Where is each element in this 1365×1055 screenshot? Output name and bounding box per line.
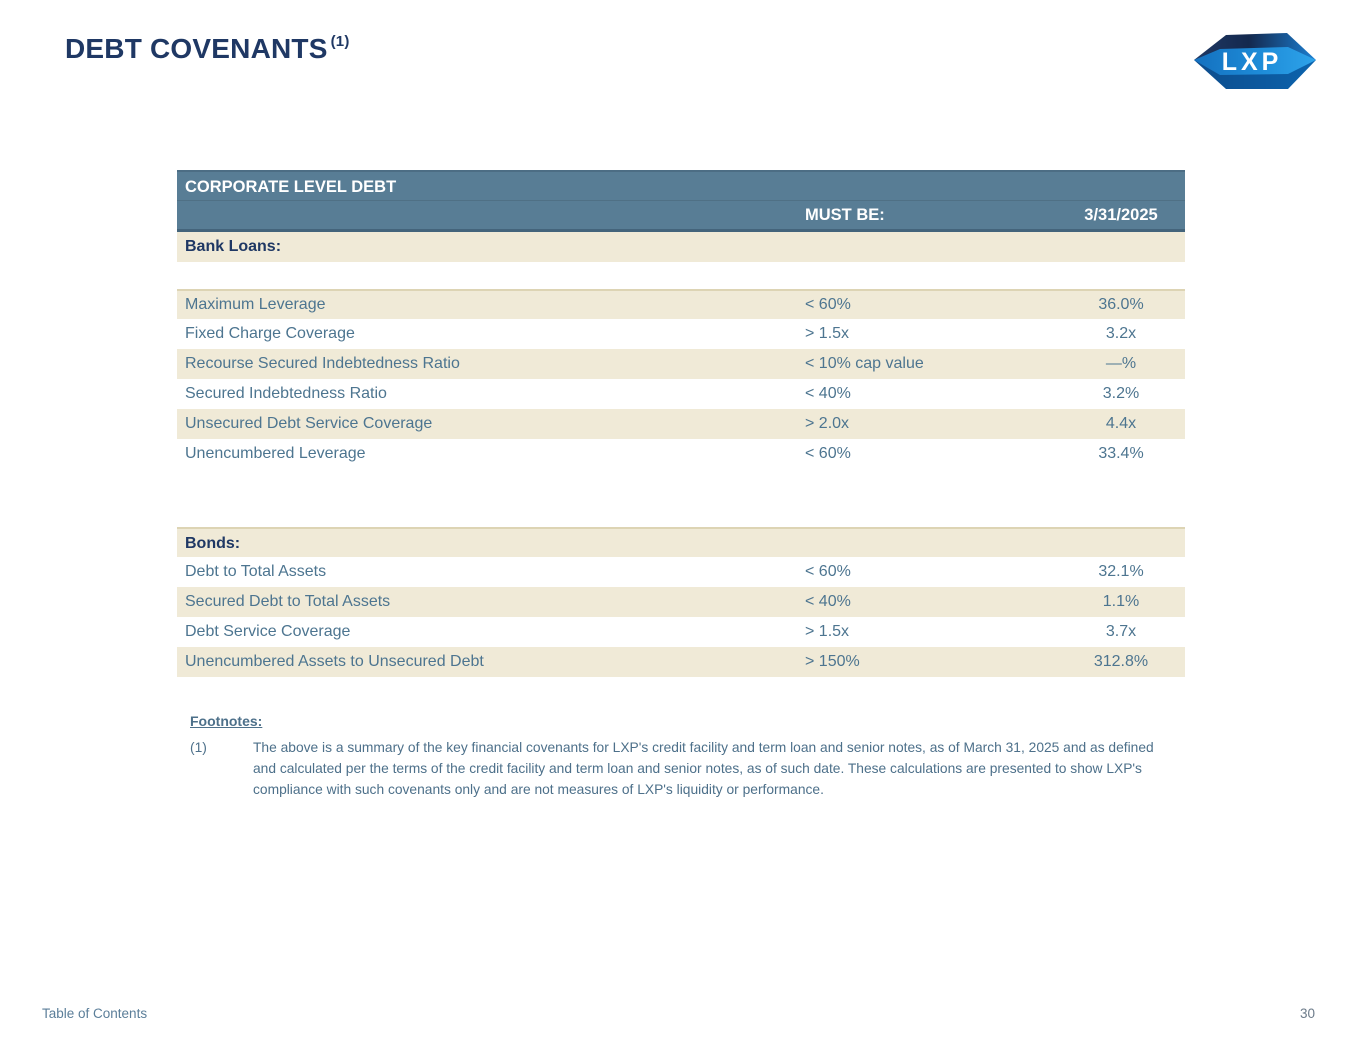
page-number: 30 <box>1299 1006 1315 1021</box>
table-row <box>177 587 1185 617</box>
table-row <box>177 439 1185 469</box>
covenant-value: 36.0% <box>1098 296 1144 313</box>
table-row <box>177 647 1185 677</box>
covenant-threshold: < 10% cap value <box>805 355 924 372</box>
covenant-label: Fixed Charge Coverage <box>185 325 355 342</box>
footnotes <box>190 713 1182 800</box>
covenant-threshold: > 150% <box>805 653 860 670</box>
table-row <box>177 379 1185 409</box>
covenant-value: 4.4x <box>1105 415 1137 432</box>
covenant-threshold: < 60% <box>805 296 851 313</box>
title-footnote-reference: (1) <box>330 32 350 50</box>
footnote-number: (1) <box>190 740 207 755</box>
lxp-logo-icon <box>1188 27 1316 93</box>
lxp-logo-text: LXP <box>1221 48 1283 76</box>
covenant-value: —% <box>1105 355 1137 372</box>
covenant-value: 32.1% <box>1098 563 1144 580</box>
covenant-value: 33.4% <box>1098 445 1144 462</box>
covenant-threshold: > 2.0x <box>805 415 850 432</box>
table-row <box>177 319 1185 349</box>
page-title-text: DEBT COVENANTS <box>65 33 328 64</box>
table-row <box>177 349 1185 379</box>
page-title <box>65 33 350 65</box>
covenant-threshold: < 40% <box>805 593 851 610</box>
table-row <box>177 289 1185 319</box>
covenant-label: Unencumbered Assets to Unsecured Debt <box>185 653 484 670</box>
covenant-table <box>177 170 1185 677</box>
covenant-label: Unencumbered Leverage <box>185 445 366 462</box>
covenant-label: Debt to Total Assets <box>185 563 327 580</box>
footnote-text: The above is a summary of the key financial covenants for LXP's credit facility and term loan and senior notes, as of March 31, 2025 and as defined and calculated per the terms of the credit facility and term loan and senior notes, as of such date. These calculations are presented to show LXP's compliance with such covenants only and are not measures of LXP's liquidity or performance. <box>253 740 1154 797</box>
table-header <box>177 170 1185 232</box>
table-row <box>177 617 1185 647</box>
table-header-columns <box>177 200 1185 229</box>
lxp-logo <box>1188 27 1316 93</box>
covenant-label: Secured Indebtedness Ratio <box>185 385 387 402</box>
covenant-label: Recourse Secured Indebtedness Ratio <box>185 355 460 372</box>
covenant-label: Debt Service Coverage <box>185 623 351 640</box>
covenant-label: Unsecured Debt Service Coverage <box>185 415 433 432</box>
table-row <box>177 557 1185 587</box>
section-bank-loans: Bank Loans: <box>177 232 1185 262</box>
table-of-contents-link[interactable]: Table of Contents <box>42 1006 148 1021</box>
covenant-label: Secured Debt to Total Assets <box>185 593 391 610</box>
covenant-value: 3.2x <box>1105 325 1137 342</box>
footnotes-heading: Footnotes: <box>190 713 263 729</box>
covenant-threshold: > 1.5x <box>805 325 850 342</box>
covenant-value: 1.1% <box>1102 593 1140 610</box>
covenant-threshold: > 1.5x <box>805 623 850 640</box>
covenant-value: 3.2% <box>1102 385 1140 402</box>
spacer <box>177 469 1185 527</box>
column-header-date: 3/31/2025 <box>1084 205 1158 224</box>
covenant-threshold: < 60% <box>805 563 851 580</box>
covenant-label: Maximum Leverage <box>185 296 326 313</box>
covenant-value: 312.8% <box>1093 653 1149 670</box>
spacer <box>177 262 1185 289</box>
footnote-item <box>190 737 1182 800</box>
covenant-value: 3.7x <box>1105 623 1137 640</box>
column-header-must-be: MUST BE: <box>805 205 885 224</box>
table-header-title: CORPORATE LEVEL DEBT <box>185 178 397 196</box>
covenant-threshold: < 60% <box>805 445 851 462</box>
section-bonds: Bonds: <box>177 527 1185 557</box>
covenant-threshold: < 40% <box>805 385 851 402</box>
table-row <box>177 409 1185 439</box>
